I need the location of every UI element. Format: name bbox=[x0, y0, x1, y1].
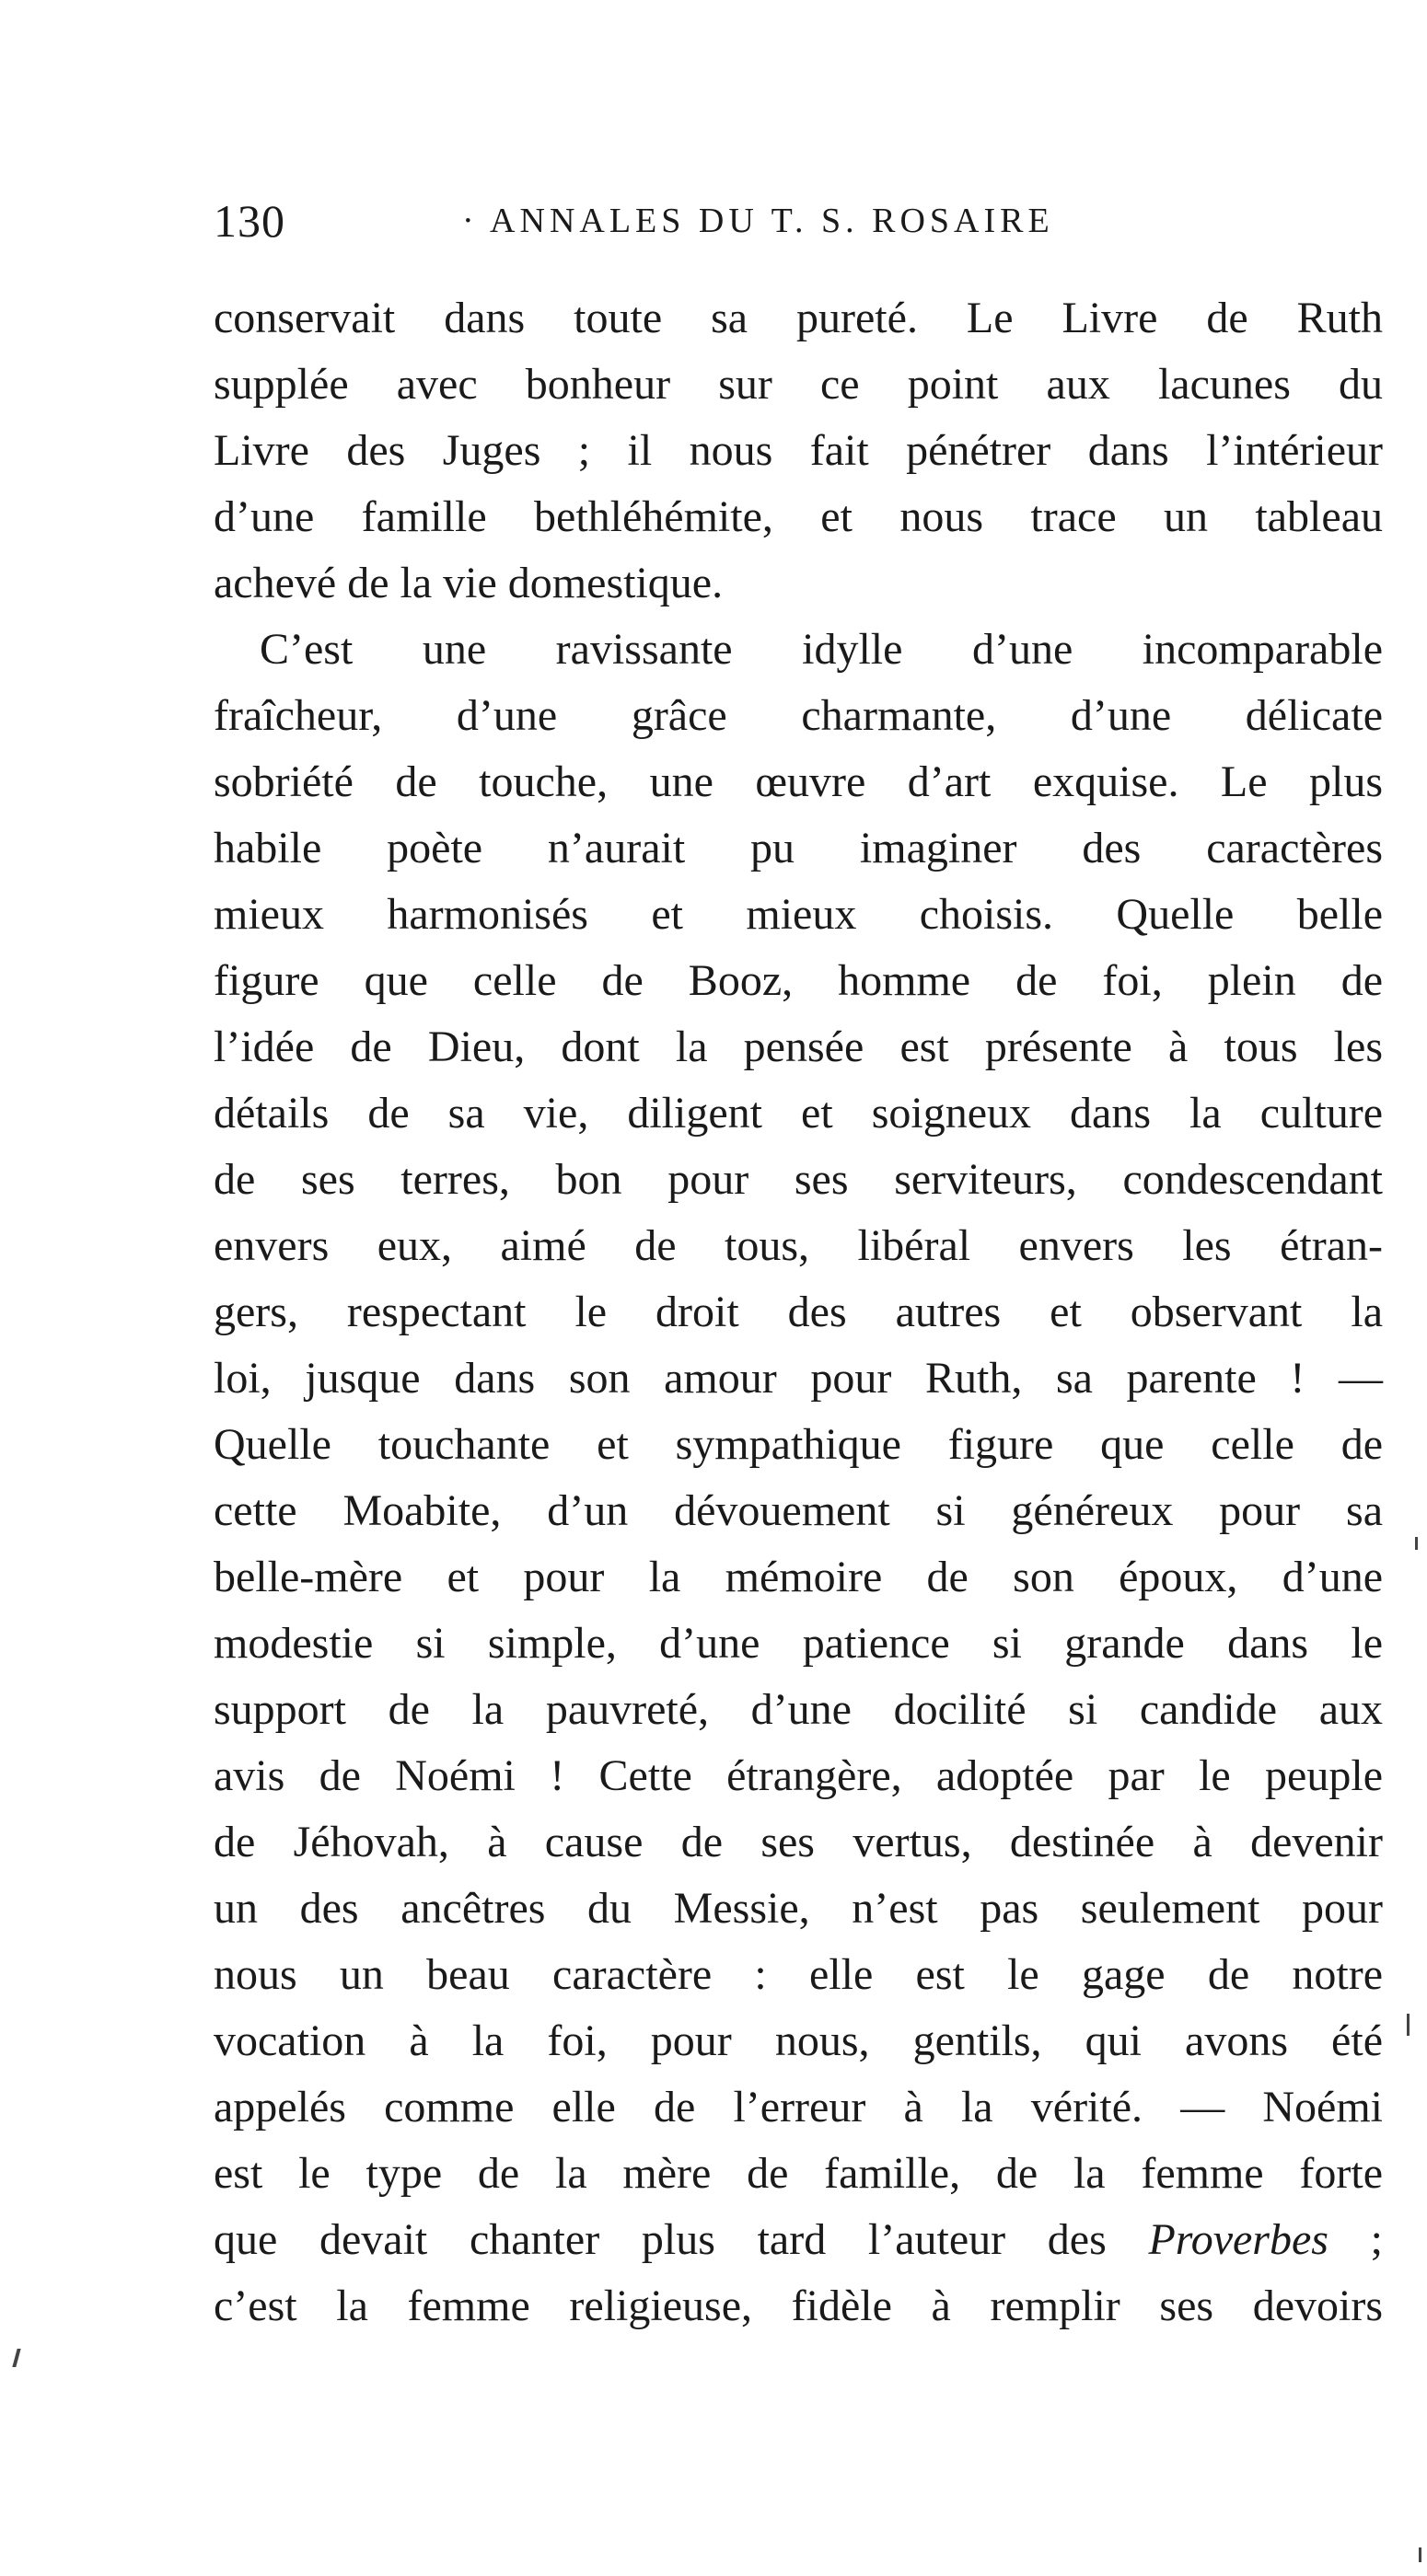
text-line: envers eux, aimé de tous, libéral envers les étran- bbox=[214, 1221, 1383, 1270]
print-speck bbox=[1407, 2014, 1410, 2036]
text-line: achevé de la vie domestique. bbox=[214, 559, 724, 607]
text-line: un des ancêtres du Messie, n’est pas seulement pour bbox=[214, 1884, 1383, 1933]
text-line: d’une famille bethléhémite, et nous trace un tableau bbox=[214, 492, 1383, 541]
text-line: de Jéhovah, à cause de ses vertus, destinée à devenir bbox=[214, 1818, 1383, 1866]
text-line: cette Moabite, d’un dévouement si généreux pour sa bbox=[214, 1486, 1383, 1535]
running-head: · ANNALES DU T. S. ROSAIRE bbox=[462, 202, 1054, 240]
text-line: figure que celle de Booz, homme de foi, plein de bbox=[214, 956, 1383, 1005]
text-line: habile poète n’aurait pu imaginer des caractères bbox=[214, 824, 1383, 872]
text-line: appelés comme elle de l’erreur à la vérité. — Noémi bbox=[214, 2083, 1383, 2131]
italic-title: Proverbes bbox=[1148, 2215, 1328, 2264]
text-line: support de la pauvreté, d’une docilité si candide aux bbox=[214, 1685, 1383, 1734]
text-line: détails de sa vie, diligent et soigneux dans la culture bbox=[214, 1089, 1383, 1138]
page-number: 130 bbox=[214, 195, 285, 247]
print-speck bbox=[1415, 1537, 1418, 1550]
text-line: gers, respectant le droit des autres et observant la bbox=[214, 1288, 1383, 1336]
text-line: est le type de la mère de famille, de la femme forte bbox=[214, 2149, 1383, 2198]
text-line: conservait dans toute sa pureté. Le Livre de Ruth bbox=[214, 294, 1383, 342]
page-header bbox=[214, 189, 1383, 253]
text-line: sobriété de touche, une œuvre d’art exquise. Le plus bbox=[214, 757, 1383, 806]
print-speck bbox=[1419, 2547, 1421, 2562]
text-line: Livre des Juges ; il nous fait pénétrer dans l’intérieur bbox=[214, 426, 1383, 475]
text-line: l’idée de Dieu, dont la pensée est présente à tous les bbox=[214, 1022, 1383, 1071]
text-segment: que devait chanter plus tard l’auteur des bbox=[214, 2215, 1149, 2264]
print-speck bbox=[12, 2349, 20, 2367]
text-line-with-italic bbox=[214, 2207, 1383, 2273]
text-line: de ses terres, bon pour ses serviteurs, condescendant bbox=[214, 1155, 1383, 1204]
text-line: loi, jusque dans son amour pour Ruth, sa parente ! — bbox=[214, 1354, 1383, 1403]
text-line: fraîcheur, d’une grâce charmante, d’une délicate bbox=[214, 691, 1383, 740]
body-text bbox=[214, 285, 1383, 2339]
text-line: avis de Noémi ! Cette étrangère, adoptée par le peuple bbox=[214, 1751, 1383, 1800]
text-segment: ; bbox=[1328, 2215, 1383, 2264]
text-line: vocation à la foi, pour nous, gentils, qui avons été bbox=[214, 2016, 1383, 2065]
text-line: modestie si simple, d’une patience si grande dans le bbox=[214, 1619, 1383, 1668]
text-line: Quelle touchante et sympathique figure que celle de bbox=[214, 1420, 1383, 1469]
text-line: c’est la femme religieuse, fidèle à remplir ses devoirs bbox=[214, 2281, 1383, 2330]
text-line: C’est une ravissante idylle d’une incomparable bbox=[260, 625, 1383, 674]
text-line: nous un beau caractère : elle est le gage de notre bbox=[214, 1950, 1383, 1999]
text-line: mieux harmonisés et mieux choisis. Quelle belle bbox=[214, 890, 1383, 939]
text-line: belle-mère et pour la mémoire de son époux, d’une bbox=[214, 1553, 1383, 1601]
text-line: supplée avec bonheur sur ce point aux lacunes du bbox=[214, 360, 1383, 409]
